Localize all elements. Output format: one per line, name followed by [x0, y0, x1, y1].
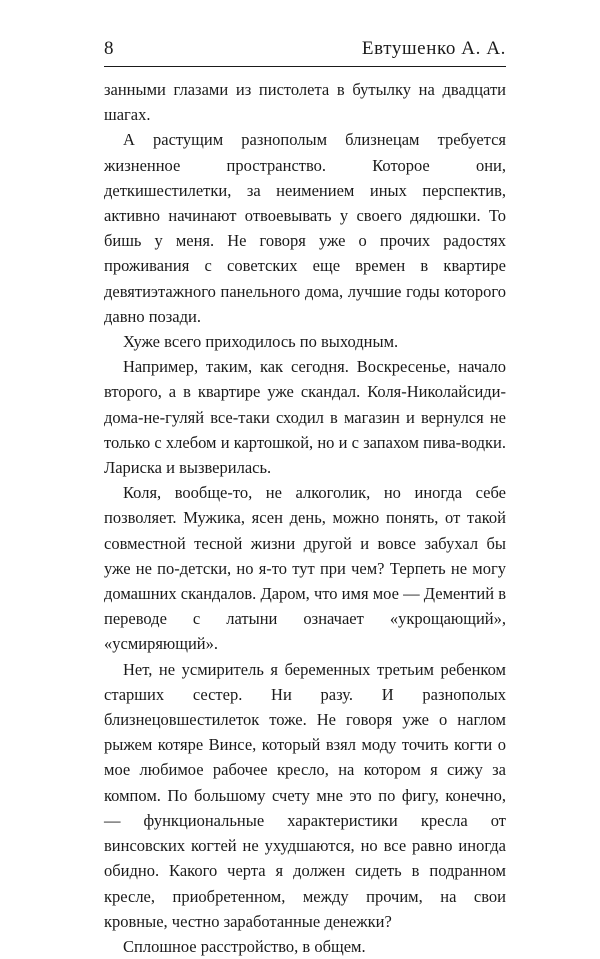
- paragraph: А растущим разнополым близнецам требуется жизненное пространство. Которое они, деткишестилетки, за неимением иных перспектив, активно начинают отвоевывать у своего дядюшки. То бишь у меня. Не говоря уже о прочих радостях проживания с советских еще времен в квартире девятиэтажного панельного дома, лучшие годы которого давно позади.: [104, 130, 506, 326]
- paragraph: Сплошное расстройство, в общем.: [123, 936, 366, 956]
- body-text: [104, 77, 506, 959]
- page-header: [104, 38, 506, 64]
- paragraph: Хуже всего приходилось по выходным.: [123, 332, 399, 352]
- header-rule: [104, 66, 506, 67]
- paragraph: Например, таким, как сегодня. Воскресенье, начало второго, а в квартире уже скандал. Коля-Николайсиди-дома-не-гуляй все-таки сходил в магазин и вернулся не только с хлебом и картошкой, но и с запахом пива-водки. Лариска и вызверилась.: [104, 357, 506, 478]
- paragraph: Нет, не усмиритель я беременных третьим ребенком старших сестер. Ни разу. И разнополых близнецовшестилеток тоже. Не говоря уже о наглом рыжем котяре Винсе, который взял моду точить когти о мое любимое рабочее кресло, на котором я сижу за компом. По большому счету мне это по фигу, конечно, — функциональные характеристики кресла от винсовских когтей не ухудшаются, но все равно иногда обидно. Какого черта я должен сидеть в подранном кресле, приобретенном, между прочим, на свои кровные, честно заработанные денежки?: [104, 659, 506, 931]
- paragraph: Коля, вообще-то, не алкоголик, но иногда себе позволяет. Мужика, ясен день, можно понять, от такой совместной тесной жизни другой и вовсе забухал бы уже не по-детски, но я-то тут при чем? Терпеть не могу домашних скандалов. Даром, что имя мое — Дементий в переводе с латыни означает «укрощающий», «усмиряющий».: [104, 483, 506, 654]
- running-title: Евтушенко А. А.: [361, 38, 506, 59]
- page-number: 8: [104, 38, 114, 59]
- paragraph: занными глазами из пистолета в бутылку на двадцати шагах.: [104, 80, 506, 125]
